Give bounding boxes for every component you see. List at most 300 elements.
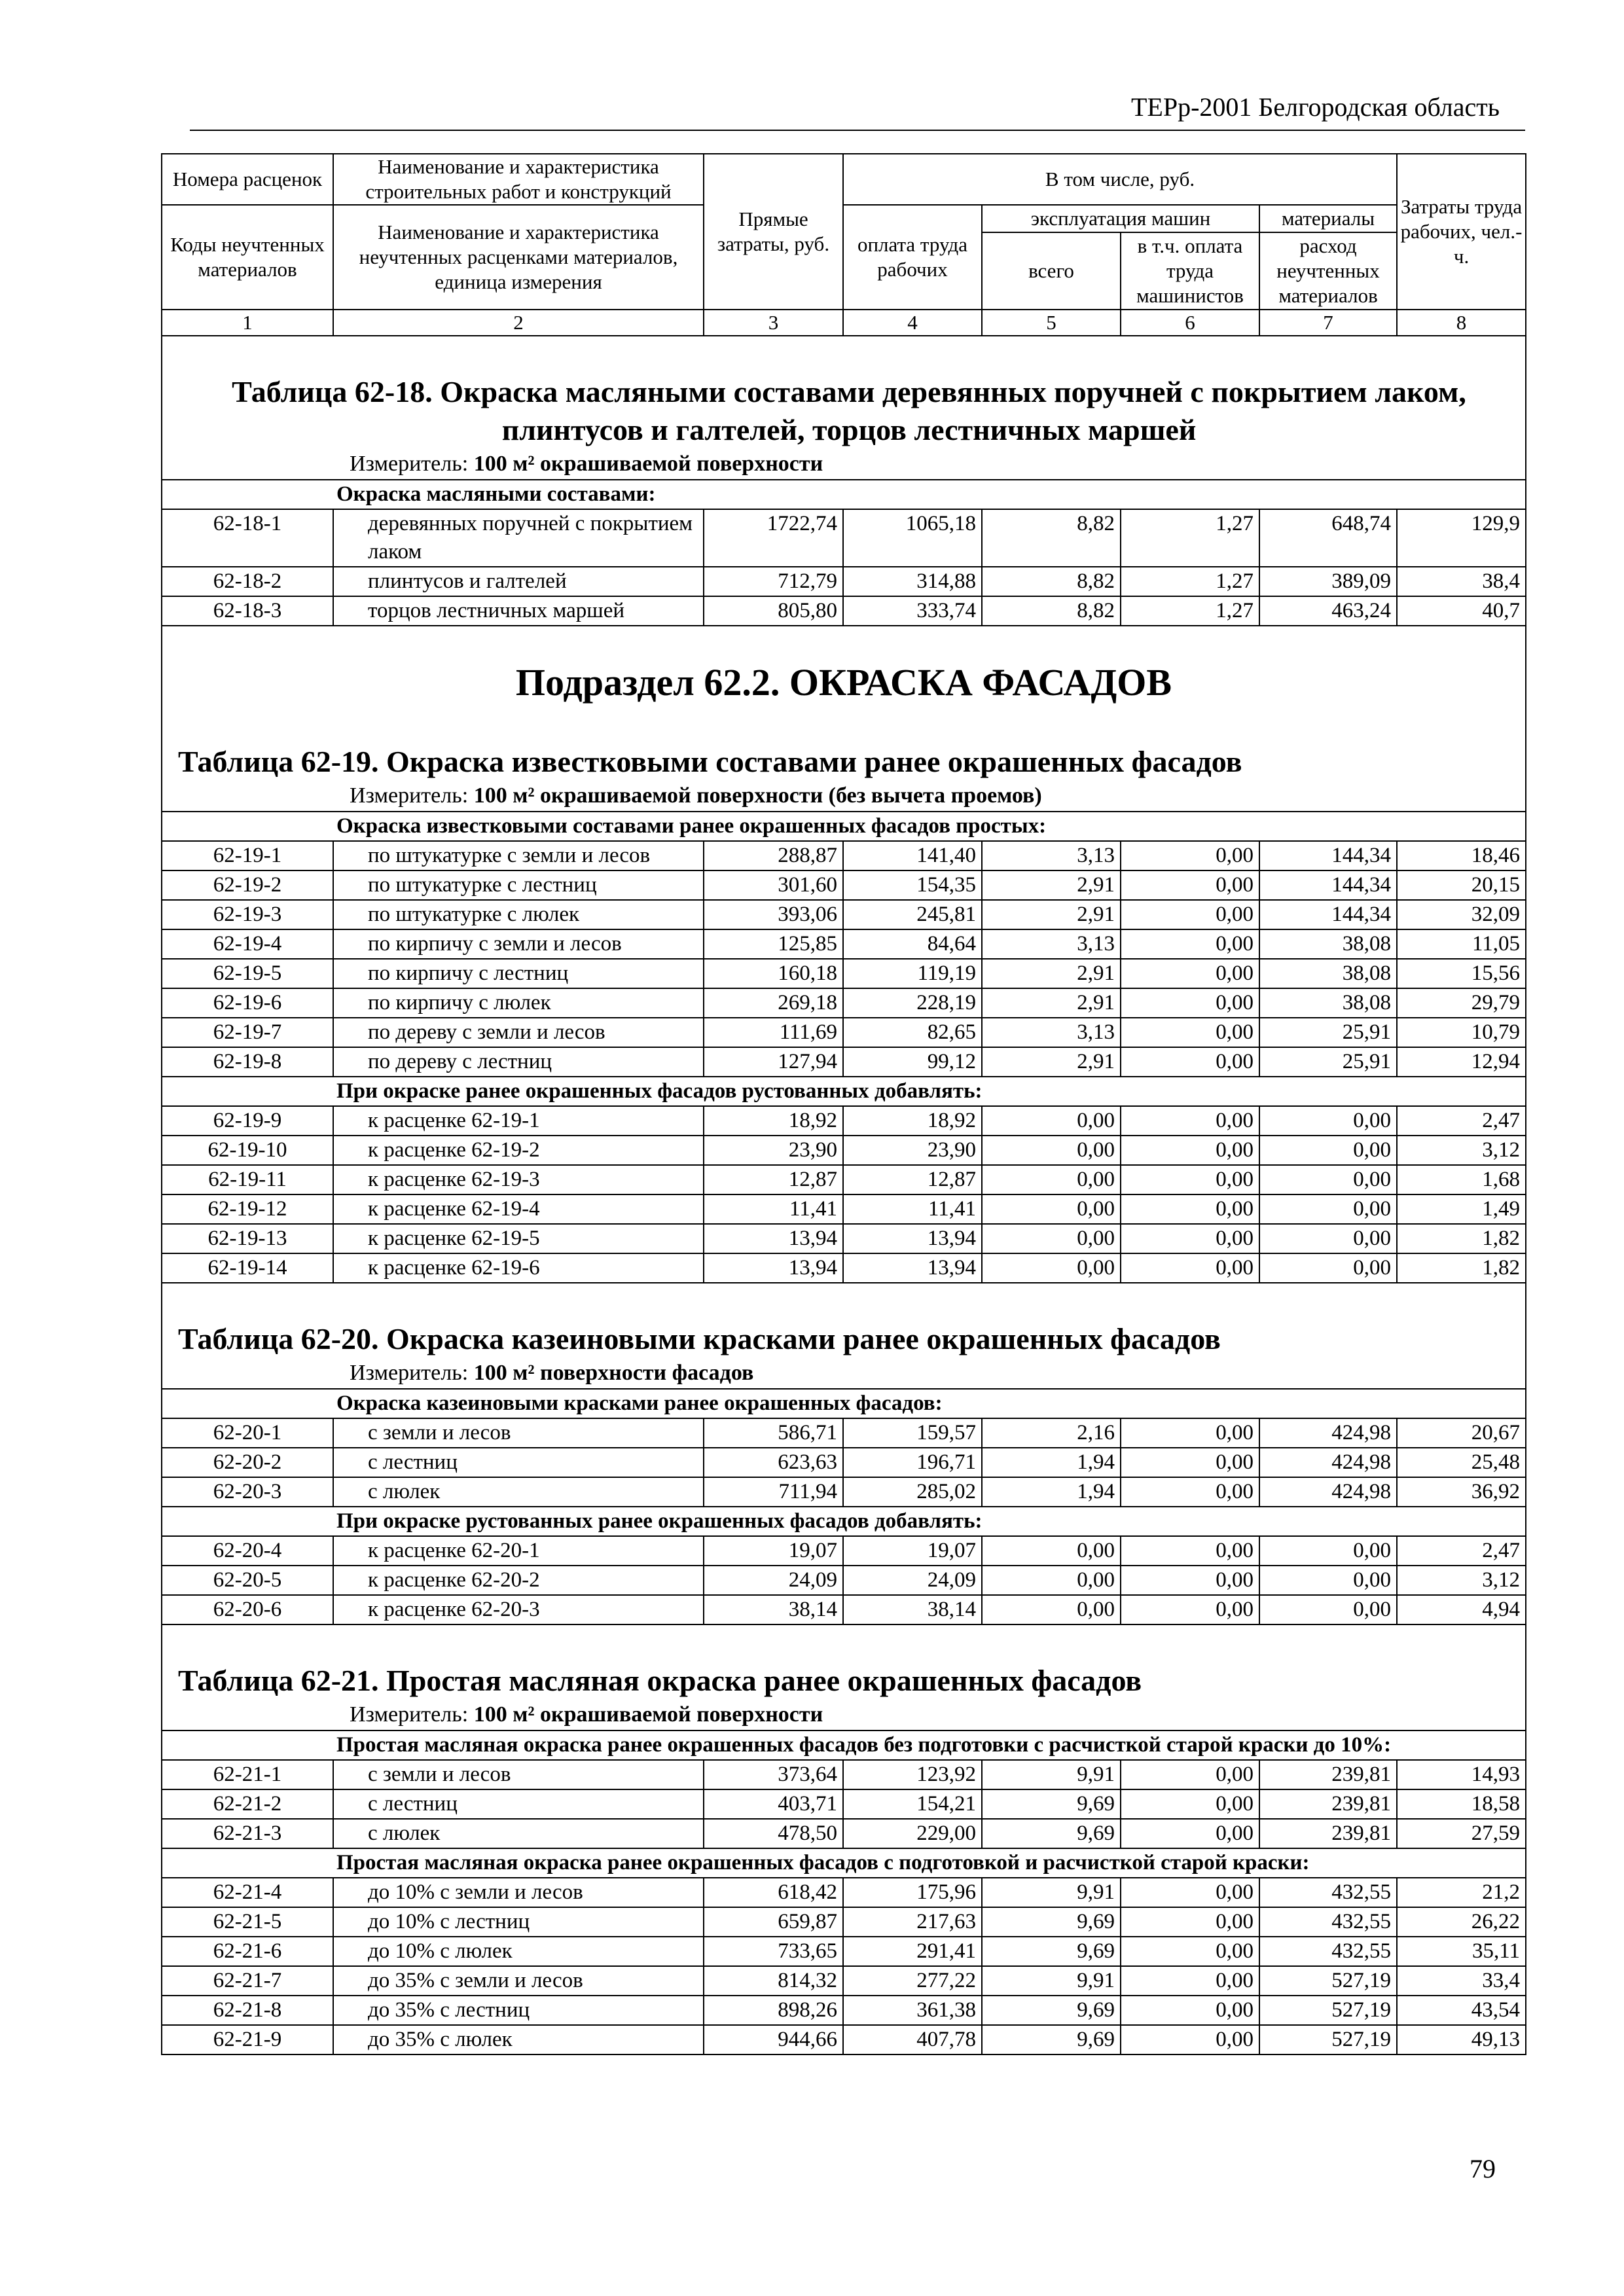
measure-row xyxy=(162,449,1526,480)
materials-cost: 239,81 xyxy=(1259,1789,1397,1819)
labor-hours: 18,46 xyxy=(1397,841,1526,870)
col-number: 7 xyxy=(1259,310,1397,336)
worker-pay: 123,92 xyxy=(843,1760,982,1789)
rate-code: 62-19-7 xyxy=(162,1018,333,1047)
labor-hours: 25,48 xyxy=(1397,1448,1526,1477)
materials-cost: 432,55 xyxy=(1259,1937,1397,1966)
direct-cost: 13,94 xyxy=(704,1224,843,1253)
machinist-pay: 0,00 xyxy=(1121,1018,1259,1047)
col-machines-total-header: всего xyxy=(982,232,1121,310)
measure-label: Измеритель: xyxy=(350,1702,469,1727)
table-row xyxy=(162,596,1526,626)
machinist-pay: 0,00 xyxy=(1121,2025,1259,2054)
measure-label: Измеритель: xyxy=(350,452,469,476)
worker-pay: 285,02 xyxy=(843,1477,982,1507)
group-heading: Окраска казеиновыми красками ранее окрашенных фасадов: xyxy=(162,1389,1526,1418)
table-row xyxy=(162,1789,1526,1819)
work-name: с земли и лесов xyxy=(333,1760,704,1789)
machinist-pay: 0,00 xyxy=(1121,1418,1259,1448)
direct-cost: 618,42 xyxy=(704,1878,843,1907)
direct-cost: 18,92 xyxy=(704,1106,843,1136)
machines-cost: 0,00 xyxy=(982,1194,1121,1224)
rate-code: 62-20-1 xyxy=(162,1418,333,1448)
machines-cost: 3,13 xyxy=(982,929,1121,959)
work-name: по штукатурке с земли и лесов xyxy=(333,841,704,870)
rate-code: 62-19-8 xyxy=(162,1047,333,1077)
labor-hours: 1,82 xyxy=(1397,1253,1526,1283)
worker-pay: 19,07 xyxy=(843,1536,982,1566)
measure-cell xyxy=(162,781,1526,812)
work-name: к расценке 62-19-5 xyxy=(333,1224,704,1253)
measure-label: Измеритель: xyxy=(350,1361,469,1385)
labor-hours: 3,12 xyxy=(1397,1566,1526,1595)
group-heading-row xyxy=(162,1848,1526,1878)
labor-hours: 129,9 xyxy=(1397,509,1526,567)
group-heading: Простая масляная окраска ранее окрашенных фасадов с подготовкой и расчисткой старой краски: xyxy=(162,1848,1526,1878)
table-row xyxy=(162,1136,1526,1165)
labor-hours: 33,4 xyxy=(1397,1966,1526,1996)
worker-pay: 11,41 xyxy=(843,1194,982,1224)
direct-cost: 393,06 xyxy=(704,900,843,929)
labor-hours: 36,92 xyxy=(1397,1477,1526,1507)
col-materials-header: материалы xyxy=(1259,205,1397,232)
group-heading: Окраска масляными составами: xyxy=(162,480,1526,509)
table-row xyxy=(162,1165,1526,1194)
machinist-pay: 0,00 xyxy=(1121,1996,1259,2025)
work-name: с земли и лесов xyxy=(333,1418,704,1448)
rate-code: 62-19-14 xyxy=(162,1253,333,1283)
table-row xyxy=(162,1760,1526,1789)
labor-hours: 10,79 xyxy=(1397,1018,1526,1047)
direct-cost: 623,63 xyxy=(704,1448,843,1477)
table-row xyxy=(162,1448,1526,1477)
materials-cost: 0,00 xyxy=(1259,1224,1397,1253)
work-name: к расценке 62-20-3 xyxy=(333,1595,704,1624)
machines-cost: 3,13 xyxy=(982,841,1121,870)
work-name: по дереву с лестниц xyxy=(333,1047,704,1077)
materials-cost: 432,55 xyxy=(1259,1878,1397,1907)
materials-cost: 463,24 xyxy=(1259,596,1397,626)
table-62-18-title-row xyxy=(162,336,1526,449)
table-row xyxy=(162,1566,1526,1595)
column-numbers-row xyxy=(162,310,1526,336)
col-number: 8 xyxy=(1397,310,1526,336)
page-number: 79 xyxy=(1470,2154,1496,2183)
machines-cost: 2,91 xyxy=(982,900,1121,929)
labor-hours: 35,11 xyxy=(1397,1937,1526,1966)
col-worker-pay-header: оплата труда рабочих xyxy=(843,205,982,310)
materials-cost: 25,91 xyxy=(1259,1047,1397,1077)
work-name: с люлек xyxy=(333,1819,704,1848)
work-name: до 35% с люлек xyxy=(333,2025,704,2054)
machinist-pay: 0,00 xyxy=(1121,1907,1259,1937)
materials-cost: 144,34 xyxy=(1259,870,1397,900)
col-material-name-header: Наименование и характеристика неучтенных расценками материалов, единица измерения xyxy=(333,205,704,310)
running-title: ТЕРр-2001 Белгородская область xyxy=(1130,92,1500,122)
work-name: к расценке 62-20-1 xyxy=(333,1536,704,1566)
measure-line xyxy=(168,1700,1520,1730)
table-row xyxy=(162,1047,1526,1077)
work-name: до 10% с люлек xyxy=(333,1937,704,1966)
worker-pay: 228,19 xyxy=(843,988,982,1018)
work-name: по кирпичу с лестниц xyxy=(333,959,704,988)
rate-code: 62-20-4 xyxy=(162,1536,333,1566)
machines-cost: 0,00 xyxy=(982,1253,1121,1283)
measure-row xyxy=(162,781,1526,812)
table-62-19-title-cell xyxy=(162,706,1526,781)
table-row xyxy=(162,988,1526,1018)
materials-cost: 239,81 xyxy=(1259,1760,1397,1789)
table-62-19-title: Таблица 62-19. Окраска известковыми составами ранее окрашенных фасадов xyxy=(178,745,1242,778)
work-name: к расценке 62-19-3 xyxy=(333,1165,704,1194)
labor-hours: 29,79 xyxy=(1397,988,1526,1018)
machinist-pay: 0,00 xyxy=(1121,1566,1259,1595)
machinist-pay: 0,00 xyxy=(1121,1106,1259,1136)
machines-cost: 9,91 xyxy=(982,1878,1121,1907)
worker-pay: 154,35 xyxy=(843,870,982,900)
measure-value: 100 м² окрашиваемой поверхности xyxy=(473,1702,823,1727)
col-material-consumption-header: расход неучтенных материалов xyxy=(1259,232,1397,310)
rate-code: 62-21-5 xyxy=(162,1907,333,1937)
direct-cost: 814,32 xyxy=(704,1966,843,1996)
group-heading: Окраска известковыми составами ранее окрашенных фасадов простых: xyxy=(162,812,1526,841)
group-heading-row xyxy=(162,1731,1526,1760)
header-row-1 xyxy=(162,154,1526,205)
worker-pay: 217,63 xyxy=(843,1907,982,1937)
labor-hours: 27,59 xyxy=(1397,1819,1526,1848)
worker-pay: 141,40 xyxy=(843,841,982,870)
rate-code: 62-20-3 xyxy=(162,1477,333,1507)
materials-cost: 424,98 xyxy=(1259,1418,1397,1448)
labor-hours: 26,22 xyxy=(1397,1907,1526,1937)
col-material-codes-header: Коды неучтенных материалов xyxy=(162,205,333,310)
measure-label: Измеритель: xyxy=(350,783,469,808)
table-62-21-title-row xyxy=(162,1624,1526,1700)
table-row xyxy=(162,1595,1526,1624)
machines-cost: 1,94 xyxy=(982,1448,1121,1477)
direct-cost: 12,87 xyxy=(704,1165,843,1194)
rate-code: 62-19-13 xyxy=(162,1224,333,1253)
table-row xyxy=(162,1477,1526,1507)
machines-cost: 0,00 xyxy=(982,1136,1121,1165)
direct-cost: 24,09 xyxy=(704,1566,843,1595)
rate-code: 62-20-2 xyxy=(162,1448,333,1477)
direct-cost: 127,94 xyxy=(704,1047,843,1077)
materials-cost: 527,19 xyxy=(1259,1966,1397,1996)
rate-code: 62-19-3 xyxy=(162,900,333,929)
worker-pay: 13,94 xyxy=(843,1224,982,1253)
measure-value: 100 м² окрашиваемой поверхности xyxy=(473,452,823,476)
table-row xyxy=(162,900,1526,929)
labor-hours: 40,7 xyxy=(1397,596,1526,626)
worker-pay: 84,64 xyxy=(843,929,982,959)
worker-pay: 159,57 xyxy=(843,1418,982,1448)
work-name: до 35% с лестниц xyxy=(333,1996,704,2025)
labor-hours: 20,15 xyxy=(1397,870,1526,900)
materials-cost: 0,00 xyxy=(1259,1165,1397,1194)
machinist-pay: 0,00 xyxy=(1121,1789,1259,1819)
rates-table xyxy=(161,153,1526,2055)
worker-pay: 291,41 xyxy=(843,1937,982,1966)
col-machinist-pay-header: в т.ч. оплата труда машинистов xyxy=(1121,232,1259,310)
direct-cost: 1722,74 xyxy=(704,509,843,567)
direct-cost: 478,50 xyxy=(704,1819,843,1848)
labor-hours: 49,13 xyxy=(1397,2025,1526,2054)
work-name: до 10% с лестниц xyxy=(333,1907,704,1937)
machinist-pay: 0,00 xyxy=(1121,870,1259,900)
worker-pay: 245,81 xyxy=(843,900,982,929)
table-row xyxy=(162,1018,1526,1047)
rate-code: 62-19-5 xyxy=(162,959,333,988)
labor-hours: 20,67 xyxy=(1397,1418,1526,1448)
materials-cost: 0,00 xyxy=(1259,1194,1397,1224)
measure-cell xyxy=(162,449,1526,480)
worker-pay: 13,94 xyxy=(843,1253,982,1283)
work-name: торцов лестничных маршей xyxy=(333,596,704,626)
measure-row xyxy=(162,1700,1526,1731)
group-heading-row xyxy=(162,812,1526,841)
machinist-pay: 1,27 xyxy=(1121,567,1259,596)
machinist-pay: 0,00 xyxy=(1121,900,1259,929)
work-name: по кирпичу с люлек xyxy=(333,988,704,1018)
machinist-pay: 0,00 xyxy=(1121,1966,1259,1996)
rate-code: 62-21-3 xyxy=(162,1819,333,1848)
materials-cost: 144,34 xyxy=(1259,841,1397,870)
work-name: к расценке 62-19-2 xyxy=(333,1136,704,1165)
col-machines-header: эксплуатация машин xyxy=(982,205,1259,232)
col-number: 3 xyxy=(704,310,843,336)
direct-cost: 805,80 xyxy=(704,596,843,626)
table-row xyxy=(162,1418,1526,1448)
worker-pay: 196,71 xyxy=(843,1448,982,1477)
group-heading: При окраске рустованных ранее окрашенных фасадов добавлять: xyxy=(162,1507,1526,1536)
table-row xyxy=(162,1536,1526,1566)
rate-code: 62-19-4 xyxy=(162,929,333,959)
direct-cost: 711,94 xyxy=(704,1477,843,1507)
machines-cost: 2,91 xyxy=(982,959,1121,988)
worker-pay: 12,87 xyxy=(843,1165,982,1194)
rate-code: 62-21-9 xyxy=(162,2025,333,2054)
worker-pay: 333,74 xyxy=(843,596,982,626)
worker-pay: 82,65 xyxy=(843,1018,982,1047)
worker-pay: 154,21 xyxy=(843,1789,982,1819)
direct-cost: 373,64 xyxy=(704,1760,843,1789)
machines-cost: 8,82 xyxy=(982,596,1121,626)
table-row xyxy=(162,1996,1526,2025)
materials-cost: 25,91 xyxy=(1259,1018,1397,1047)
group-heading: При окраске ранее окрашенных фасадов рустованных добавлять: xyxy=(162,1077,1526,1106)
materials-cost: 0,00 xyxy=(1259,1253,1397,1283)
machines-cost: 9,91 xyxy=(982,1966,1121,1996)
table-row xyxy=(162,1224,1526,1253)
machinist-pay: 0,00 xyxy=(1121,1819,1259,1848)
worker-pay: 277,22 xyxy=(843,1966,982,1996)
direct-cost: 269,18 xyxy=(704,988,843,1018)
header-row-2 xyxy=(162,205,1526,232)
direct-cost: 944,66 xyxy=(704,2025,843,2054)
col-labor-hours-header: Затраты труда рабочих, чел.-ч. xyxy=(1397,154,1526,310)
materials-cost: 38,08 xyxy=(1259,929,1397,959)
worker-pay: 38,14 xyxy=(843,1595,982,1624)
machinist-pay: 0,00 xyxy=(1121,841,1259,870)
work-name: до 10% с земли и лесов xyxy=(333,1878,704,1907)
table-row xyxy=(162,1907,1526,1937)
materials-cost: 0,00 xyxy=(1259,1136,1397,1165)
rate-code: 62-21-7 xyxy=(162,1966,333,1996)
table-row xyxy=(162,841,1526,870)
machinist-pay: 0,00 xyxy=(1121,1165,1259,1194)
labor-hours: 2,47 xyxy=(1397,1536,1526,1566)
work-name: с люлек xyxy=(333,1477,704,1507)
machinist-pay: 0,00 xyxy=(1121,988,1259,1018)
machines-cost: 9,69 xyxy=(982,1996,1121,2025)
materials-cost: 0,00 xyxy=(1259,1595,1397,1624)
direct-cost: 160,18 xyxy=(704,959,843,988)
direct-cost: 19,07 xyxy=(704,1536,843,1566)
table-62-20-title: Таблица 62-20. Окраска казеиновыми красками ранее окрашенных фасадов xyxy=(178,1322,1221,1355)
direct-cost: 23,90 xyxy=(704,1136,843,1165)
labor-hours: 38,4 xyxy=(1397,567,1526,596)
rate-code: 62-19-10 xyxy=(162,1136,333,1165)
table-row xyxy=(162,1253,1526,1283)
worker-pay: 407,78 xyxy=(843,2025,982,2054)
worker-pay: 175,96 xyxy=(843,1878,982,1907)
direct-cost: 898,26 xyxy=(704,1996,843,2025)
table-row xyxy=(162,1878,1526,1907)
rate-code: 62-19-2 xyxy=(162,870,333,900)
work-name: к расценке 62-19-4 xyxy=(333,1194,704,1224)
worker-pay: 23,90 xyxy=(843,1136,982,1165)
direct-cost: 11,41 xyxy=(704,1194,843,1224)
machines-cost: 0,00 xyxy=(982,1165,1121,1194)
table-62-20-title-row xyxy=(162,1283,1526,1358)
col-number: 6 xyxy=(1121,310,1259,336)
worker-pay: 361,38 xyxy=(843,1996,982,2025)
machines-cost: 0,00 xyxy=(982,1536,1121,1566)
labor-hours: 15,56 xyxy=(1397,959,1526,988)
labor-hours: 1,49 xyxy=(1397,1194,1526,1224)
direct-cost: 712,79 xyxy=(704,567,843,596)
materials-cost: 38,08 xyxy=(1259,959,1397,988)
direct-cost: 38,14 xyxy=(704,1595,843,1624)
labor-hours: 32,09 xyxy=(1397,900,1526,929)
machines-cost: 0,00 xyxy=(982,1566,1121,1595)
direct-cost: 125,85 xyxy=(704,929,843,959)
labor-hours: 21,2 xyxy=(1397,1878,1526,1907)
machines-cost: 0,00 xyxy=(982,1106,1121,1136)
rate-code: 62-20-5 xyxy=(162,1566,333,1595)
machines-cost: 9,69 xyxy=(982,1789,1121,1819)
worker-pay: 1065,18 xyxy=(843,509,982,567)
table-62-18-title: Таблица 62-18. Окраска масляными составами деревянных поручней с покрытием лаком, плинтусов и галтелей, торцов лестничных маршей xyxy=(232,375,1466,446)
measure-value: 100 м² поверхности фасадов xyxy=(473,1361,754,1385)
work-name: с лестниц xyxy=(333,1448,704,1477)
labor-hours: 14,93 xyxy=(1397,1760,1526,1789)
materials-cost: 432,55 xyxy=(1259,1907,1397,1937)
worker-pay: 119,19 xyxy=(843,959,982,988)
measure-line xyxy=(168,781,1520,811)
rates-document xyxy=(161,153,1525,2055)
materials-cost: 424,98 xyxy=(1259,1477,1397,1507)
measure-line xyxy=(168,449,1520,479)
machinist-pay: 0,00 xyxy=(1121,1878,1259,1907)
work-name: по дереву с земли и лесов xyxy=(333,1018,704,1047)
work-name: к расценке 62-19-6 xyxy=(333,1253,704,1283)
header-rule xyxy=(190,130,1525,131)
rate-code: 62-21-4 xyxy=(162,1878,333,1907)
machinist-pay: 0,00 xyxy=(1121,1536,1259,1566)
labor-hours: 43,54 xyxy=(1397,1996,1526,2025)
machines-cost: 1,94 xyxy=(982,1477,1121,1507)
direct-cost: 301,60 xyxy=(704,870,843,900)
machinist-pay: 0,00 xyxy=(1121,1047,1259,1077)
section-title-row xyxy=(162,626,1526,706)
work-name: деревянных поручней с покрытием лаком xyxy=(333,509,704,567)
measure-value: 100 м² окрашиваемой поверхности (без вычета проемов) xyxy=(473,783,1042,808)
col-number: 4 xyxy=(843,310,982,336)
machinist-pay: 1,27 xyxy=(1121,596,1259,626)
machines-cost: 2,91 xyxy=(982,988,1121,1018)
direct-cost: 586,71 xyxy=(704,1418,843,1448)
machines-cost: 9,69 xyxy=(982,1907,1121,1937)
machines-cost: 9,91 xyxy=(982,1760,1121,1789)
col-direct-costs-header: Прямые затраты, руб. xyxy=(704,154,843,310)
rate-code: 62-21-1 xyxy=(162,1760,333,1789)
work-name: к расценке 62-20-2 xyxy=(333,1566,704,1595)
machines-cost: 8,82 xyxy=(982,509,1121,567)
rate-code: 62-19-9 xyxy=(162,1106,333,1136)
rate-code: 62-19-1 xyxy=(162,841,333,870)
table-row xyxy=(162,1819,1526,1848)
materials-cost: 389,09 xyxy=(1259,567,1397,596)
materials-cost: 38,08 xyxy=(1259,988,1397,1018)
col-number: 2 xyxy=(333,310,704,336)
machines-cost: 9,69 xyxy=(982,1937,1121,1966)
materials-cost: 527,19 xyxy=(1259,2025,1397,2054)
col-work-name-header: Наименование и характеристика строительных работ и конструкций xyxy=(333,154,704,205)
worker-pay: 99,12 xyxy=(843,1047,982,1077)
measure-line xyxy=(168,1358,1520,1388)
direct-cost: 111,69 xyxy=(704,1018,843,1047)
machines-cost: 9,69 xyxy=(982,2025,1121,2054)
section-title: Подраздел 62.2. ОКРАСКА ФАСАДОВ xyxy=(162,626,1526,706)
table-row xyxy=(162,1194,1526,1224)
machinist-pay: 1,27 xyxy=(1121,509,1259,567)
machinist-pay: 0,00 xyxy=(1121,1477,1259,1507)
table-row xyxy=(162,959,1526,988)
machinist-pay: 0,00 xyxy=(1121,1937,1259,1966)
machinist-pay: 0,00 xyxy=(1121,1760,1259,1789)
work-name: до 35% с земли и лесов xyxy=(333,1966,704,1996)
machines-cost: 8,82 xyxy=(982,567,1121,596)
machinist-pay: 0,00 xyxy=(1121,1224,1259,1253)
group-heading-row xyxy=(162,1507,1526,1536)
table-62-18-title-cell xyxy=(162,336,1526,449)
rate-code: 62-19-6 xyxy=(162,988,333,1018)
group-heading-row xyxy=(162,480,1526,509)
labor-hours: 11,05 xyxy=(1397,929,1526,959)
table-row xyxy=(162,567,1526,596)
labor-hours: 18,58 xyxy=(1397,1789,1526,1819)
rate-code: 62-21-2 xyxy=(162,1789,333,1819)
direct-cost: 659,87 xyxy=(704,1907,843,1937)
table-row xyxy=(162,509,1526,567)
labor-hours: 1,82 xyxy=(1397,1224,1526,1253)
work-name: по штукатурке с лестниц xyxy=(333,870,704,900)
rate-code: 62-18-1 xyxy=(162,509,333,567)
measure-cell xyxy=(162,1358,1526,1389)
rate-code: 62-19-12 xyxy=(162,1194,333,1224)
